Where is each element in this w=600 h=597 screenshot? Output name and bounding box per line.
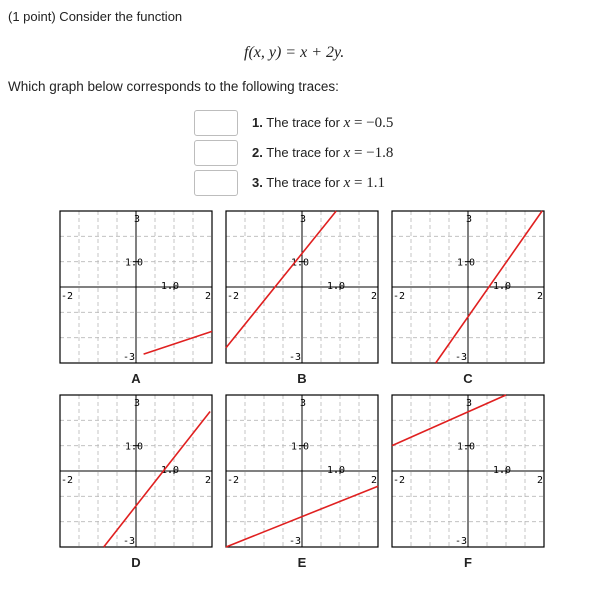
tick-label-xmax: 2: [370, 475, 377, 486]
tick-label-y-one: 1.0: [290, 441, 310, 453]
tick-label-xmin: -2: [227, 475, 240, 486]
tick-label-y-one: 1.0: [456, 257, 476, 269]
graph-label-e: E: [297, 555, 307, 570]
answer-value: 1.1: [366, 174, 385, 191]
tick-label-xmax: 2: [536, 291, 543, 302]
tick-label-y-one: 1.0: [124, 441, 144, 453]
tick-label-ymax: 3: [466, 398, 473, 409]
tick-label-xmax: 2: [370, 291, 377, 302]
answer-math: [344, 175, 385, 191]
tick-label-xmax: 2: [204, 291, 211, 302]
function-formula: f(x, y) = x + 2y.: [244, 44, 345, 61]
tick-label-xmin: -2: [393, 475, 406, 486]
problem-question: Which graph below corresponds to the following traces:: [8, 79, 339, 94]
answer-number: 2.: [252, 144, 263, 160]
graph-label-a: A: [131, 371, 141, 386]
answer-number: 3.: [252, 174, 263, 190]
answer-row-2: [194, 138, 393, 168]
answer-row-1: [194, 108, 393, 138]
tick-label-x-one: 1.0: [326, 281, 346, 292]
answer-variable: x: [343, 174, 351, 191]
answer-text: The trace for: [266, 174, 340, 190]
problem-intro: (1 point) Consider the function: [8, 9, 183, 24]
tick-label-xmin: -2: [227, 291, 240, 302]
answer-variable: x: [343, 114, 351, 131]
trace-graph-d: [58, 393, 214, 549]
answer-value: −1.8: [366, 144, 394, 161]
tick-label-ymin: -3: [288, 536, 301, 547]
tick-label-ymin: -3: [454, 536, 467, 547]
answer-value: −0.5: [366, 114, 394, 131]
tick-label-xmin: -2: [393, 291, 406, 302]
tick-label-ymax: 3: [134, 214, 141, 225]
graph-label-d: D: [131, 555, 141, 570]
trace-graph-c: [390, 209, 546, 365]
tick-label-x-one: 1.0: [160, 465, 180, 476]
answer-variable: x: [343, 144, 351, 161]
answer-equals: =: [350, 174, 367, 191]
tick-label-ymax: 3: [300, 214, 307, 225]
answer-equals: =: [350, 144, 367, 161]
trace-graph-f: [390, 393, 546, 549]
answer-text: The trace for: [266, 114, 340, 130]
tick-label-ymax: 3: [466, 214, 473, 225]
answer-math: [344, 145, 394, 161]
answer-input-1[interactable]: [194, 110, 238, 136]
tick-label-x-one: 1.0: [492, 465, 512, 476]
tick-label-x-one: 1.0: [326, 465, 346, 476]
tick-label-y-one: 1.0: [290, 257, 310, 269]
trace-graph-b: [224, 209, 380, 365]
trace-graph-e: [224, 393, 380, 549]
answer-row-3: [194, 168, 393, 198]
answer-text: The trace for: [266, 144, 340, 160]
trace-graph-a: [58, 209, 214, 365]
tick-label-ymax: 3: [300, 398, 307, 409]
answer-list: [194, 108, 393, 198]
tick-label-y-one: 1.0: [124, 257, 144, 269]
graph-label-f: F: [464, 555, 472, 570]
tick-label-ymin: -3: [454, 352, 467, 363]
tick-label-ymin: -3: [288, 352, 301, 363]
tick-label-ymin: -3: [122, 352, 135, 363]
answer-equals: =: [350, 114, 367, 131]
tick-label-xmin: -2: [61, 475, 74, 486]
tick-label-ymax: 3: [134, 398, 141, 409]
graph-label-c: C: [463, 371, 473, 386]
tick-label-ymin: -3: [122, 536, 135, 547]
answer-label-1: [252, 115, 393, 132]
answer-label-3: [252, 175, 385, 192]
answer-number: 1.: [252, 114, 263, 130]
tick-label-xmax: 2: [536, 475, 543, 486]
tick-label-xmin: -2: [61, 291, 74, 302]
tick-label-y-one: 1.0: [456, 441, 476, 453]
tick-label-x-one: 1.0: [160, 281, 180, 292]
graph-label-b: B: [297, 371, 307, 386]
answer-math: [344, 115, 394, 131]
tick-label-x-one: 1.0: [492, 281, 512, 292]
answer-input-3[interactable]: [194, 170, 238, 196]
tick-label-xmax: 2: [204, 475, 211, 486]
answer-label-2: [252, 145, 393, 162]
answer-input-2[interactable]: [194, 140, 238, 166]
